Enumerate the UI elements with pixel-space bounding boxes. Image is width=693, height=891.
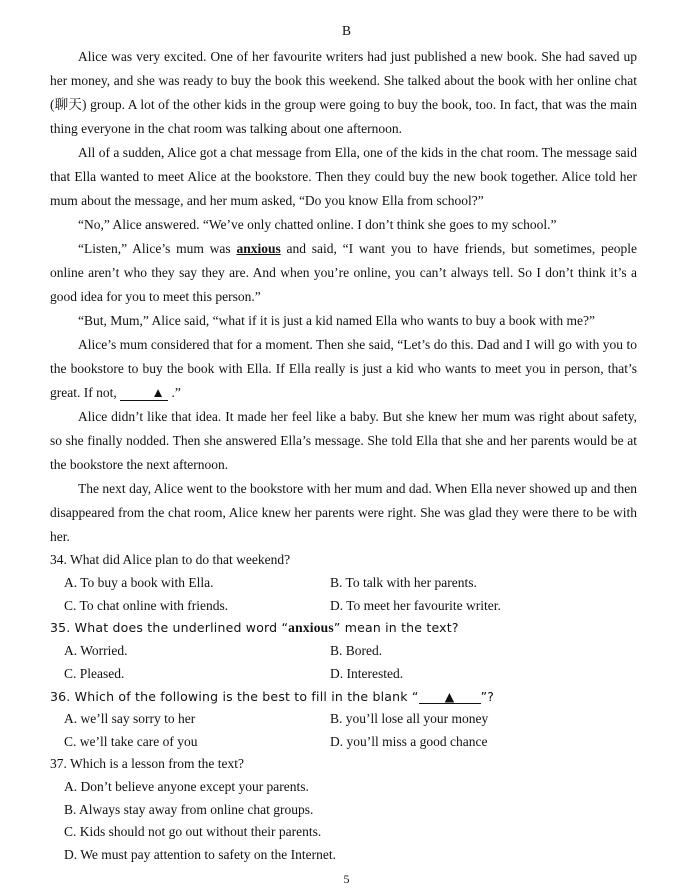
passage-paragraph-7: Alice didn’t like that idea. It made her feel like a baby. But she knew her mum was right about safety, so she finally nodded. Then she answered Ella’s message. She told Ella that she and her parents would be at the bookstore the next afternoon.	[50, 409, 637, 472]
question-37-stem: 37. Which is a lesson from the text?	[50, 756, 244, 771]
p4-text-after: and said, “I want you to have friends, but sometimes, people online aren’t who they say they are. And when you’re online, you can’t always tell. So I don’t think it’s a good idea for you to meet this person.”	[50, 241, 638, 304]
q36-blank: ▲	[419, 690, 481, 704]
q35-option-b: B. Bored.	[330, 643, 383, 658]
q34-option-b: B. To talk with her parents.	[330, 575, 477, 590]
question-35-stem	[50, 620, 459, 636]
q37-option-d: D. We must pay attention to safety on the Internet.	[64, 847, 336, 862]
q34-option-a: A. To buy a book with Ella.	[64, 575, 214, 590]
p6-text-after: .”	[168, 385, 181, 400]
passage-paragraph-5: “But, Mum,” Alice said, “what if it is just a kid named Ella who wants to buy a book with me?”	[78, 313, 596, 328]
q34-option-d: D. To meet her favourite writer.	[330, 598, 501, 613]
q37-option-c: C. Kids should not go out without their parents.	[64, 824, 322, 839]
p6-text-before: Alice’s mum considered that for a moment. Then she said, “Let’s do this. Dad and I will go with you to the bookstore to buy the book with Ella. If Ella really is just a kid who wants to meet you in person, that’s great. If not,	[50, 337, 637, 400]
q36-stem-before: 36. Which of the following is the best to fill in the blank “	[50, 689, 419, 704]
passage-paragraph-3: “No,” Alice answered. “We’ve only chatted online. I don’t think she goes to my school.”	[78, 217, 557, 232]
q36-option-b: B. you’ll lose all your money	[330, 711, 489, 726]
q36-option-c: C. we’ll take care of you	[64, 734, 198, 749]
q36-option-a: A. we’ll say sorry to her	[64, 711, 196, 726]
q36-stem-after: ”?	[480, 689, 495, 704]
q35-option-c: C. Pleased.	[64, 666, 125, 681]
underlined-word: anxious	[236, 241, 281, 256]
question-36-stem	[50, 689, 494, 705]
question-34-stem: 34. What did Alice plan to do that weekend?	[50, 552, 291, 567]
q35-word: anxious	[288, 620, 334, 635]
section-label: B	[341, 23, 351, 38]
passage-paragraph-8: The next day, Alice went to the bookstore with her mum and dad. When Ella never showed up and then disappeared from the chat room, Alice knew her parents were right. She was glad they were there to be with her.	[50, 481, 637, 544]
q37-option-b: B. Always stay away from online chat groups.	[64, 802, 314, 817]
fill-in-blank: ▲	[120, 386, 168, 401]
passage-paragraph-4	[50, 237, 637, 309]
passage-paragraph-6	[50, 333, 637, 405]
q37-option-a: A. Don’t believe anyone except your parents.	[64, 779, 309, 794]
q34-option-c: C. To chat online with friends.	[64, 598, 229, 613]
p4-text-before: “Listen,” Alice’s mum was	[78, 241, 237, 256]
passage-paragraph-2: All of a sudden, Alice got a chat message from Ella, one of the kids in the chat room. The message said that Ella wanted to meet Alice at the bookstore. Then they could buy the new book together. Alice told her mum about the message, and her mum asked, “Do you know Ella from school?”	[50, 145, 637, 208]
q35-option-a: A. Worried.	[64, 643, 128, 658]
q36-option-d: D. you’ll miss a good chance	[330, 734, 488, 749]
q35-option-d: D. Interested.	[330, 666, 404, 681]
page-number: 5	[343, 872, 350, 886]
q35-stem-after: ” mean in the text?	[333, 620, 459, 635]
passage-paragraph-1: Alice was very excited. One of her favourite writers had just published a new book. She had saved up her money, and she was ready to buy the book this weekend. She talked about the book with her online chat (聊天) group. A lot of the other kids in the group were going to buy the book, too. In fact, that was the main thing everyone in the chat room was talking about one afternoon.	[50, 49, 637, 136]
q35-stem-before: 35. What does the underlined word “	[50, 620, 289, 635]
